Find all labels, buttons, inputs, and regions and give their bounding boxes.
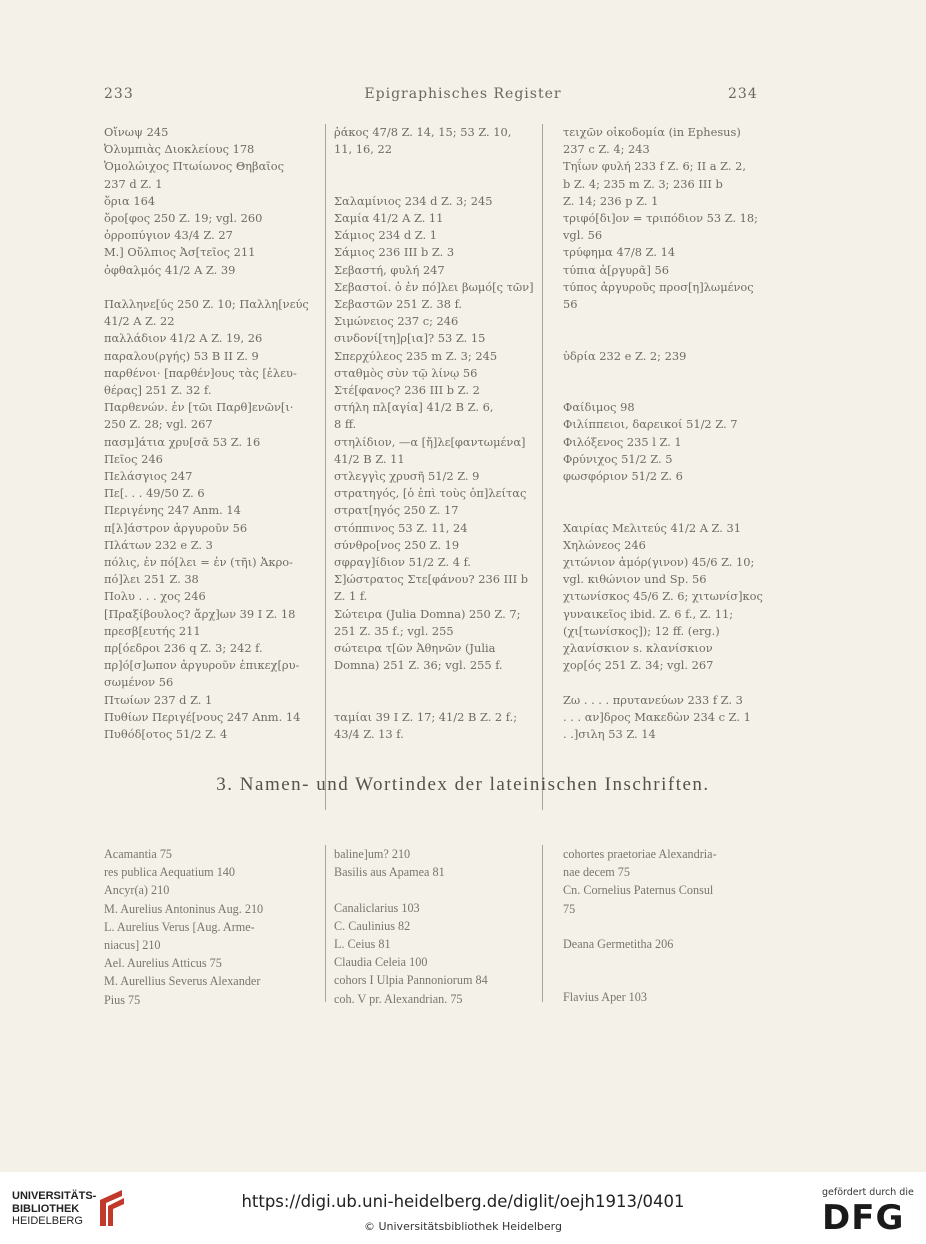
left-page-number: 233 — [104, 86, 134, 102]
index-entry: Ancyr(a) 210 — [104, 883, 170, 898]
library-name-line: UNIVERSITÄTS- — [12, 1190, 97, 1202]
index-entry: . .]σιλη 53 Z. 14 — [563, 727, 656, 741]
index-entry: τύπος ἀργυροῦς προσ[η]λωμένος — [563, 279, 754, 294]
index-entry: ῥάκος 47/8 Z. 14, 15; 53 Z. 10, — [334, 125, 512, 139]
sponsor-label: gefördert durch die — [822, 1187, 914, 1198]
index-entry: Φιλίππειοι, δαρεικοί 51/2 Z. 7 — [563, 417, 738, 432]
index-entry: 41/2 B Z. 11 — [334, 451, 405, 466]
index-entry: cohors I Ulpia Pannoniorum 84 — [334, 973, 488, 988]
latin-index-column-1 — [104, 845, 263, 1009]
index-entry: ταμίαι 39 I Z. 17; 41/2 B Z. 2 f.; — [334, 709, 518, 724]
index-entry: Pius 75 — [104, 992, 141, 1007]
blank-line — [563, 502, 763, 519]
index-entry: L. Aurelius Verus [Aug. Arme- — [104, 919, 255, 934]
index-entry: Σάμιος 236 III b Z. 3 — [334, 245, 455, 260]
index-entry: πόλις, ἐν πό[λει = ἐν (τῆι) Ἀκρο- — [104, 555, 293, 570]
index-entry: L. Ceius 81 — [334, 937, 391, 951]
index-entry: Πελάσγιος 247 — [104, 469, 193, 484]
running-title: Epigraphisches Register — [364, 86, 562, 102]
index-entry: ὅρια 164 — [104, 193, 156, 208]
blank-line — [334, 674, 534, 691]
index-entry: 75 — [563, 901, 576, 916]
index-entry: [Πραξίβουλος? ἄρχ]ων 39 I Z. 18 — [104, 606, 296, 621]
index-entry: b Z. 4; 235 m Z. 3; 236 III b — [563, 176, 723, 191]
index-entry: στόππινος 53 Z. 11, 24 — [334, 520, 468, 535]
latin-index-column-2 — [334, 845, 488, 1008]
blank-line — [563, 674, 763, 691]
index-entry: Ael. Aurelius Atticus 75 — [104, 956, 222, 971]
blank-line — [563, 970, 717, 987]
index-entry: Σώτειρα (Julia Domna) 250 Z. 7; — [334, 606, 521, 621]
index-entry: τειχῶν οἰκοδομία (in Ephesus) — [563, 125, 741, 139]
index-entry: τρύφημα 47/8 Z. 14 — [563, 245, 676, 260]
column-divider — [542, 124, 543, 810]
section-heading: 3. Namen- und Wortindex der lateinischen Inschriften. — [216, 774, 710, 795]
permalink-link[interactable]: https://digi.ub.uni-heidelberg.de/diglit/oejh1913/0401 — [241, 1192, 685, 1211]
index-entry: Φρύνιχος 51/2 Z. 5 — [563, 451, 673, 466]
index-entry: Domna) 251 Z. 36; vgl. 255 f. — [334, 658, 503, 673]
index-entry: σταθμὸς σὺν τῷ λίνῳ 56 — [334, 365, 478, 380]
index-entry: Cn. Cornelius Paternus Consul — [563, 883, 714, 898]
index-entry: Claudia Celeia 100 — [334, 955, 428, 970]
index-entry: Basilis aus Apamea 81 — [334, 865, 445, 880]
index-entry: Σπερχύλεος 235 m Z. 3; 245 — [334, 348, 498, 363]
index-entry: τύπια ἀ[ργυρᾶ] 56 — [563, 262, 670, 277]
index-entry: 237 c Z. 4; 243 — [563, 142, 650, 157]
blank-line — [563, 313, 763, 330]
index-entry: Πλάτων 232 e Z. 3 — [104, 537, 213, 552]
blank-line — [334, 881, 488, 898]
greek-index-column-2 — [334, 124, 534, 743]
index-entry: Στέ[φανος? 236 III b Z. 2 — [334, 383, 480, 398]
index-entry: niacus] 210 — [104, 938, 161, 953]
latin-index-column-3 — [563, 845, 717, 1006]
index-entry: παλλάδιον 41/2 A Z. 19, 26 — [104, 331, 263, 346]
index-entry: παραλου(ργής) 53 B II Z. 9 — [104, 348, 259, 363]
index-entry: στλεγγὶς χρυσῆ 51/2 Z. 9 — [334, 469, 480, 484]
index-entry: στήλη πλ[αγία] 41/2 B Z. 6, — [334, 400, 494, 415]
index-entry: θέρας] 251 Z. 32 f. — [104, 383, 212, 398]
index-entry: Σ]ώστρατος Στε[φάνου? 236 III b — [334, 572, 528, 587]
index-entry: χορ[ός 251 Z. 34; vgl. 267 — [563, 658, 714, 673]
index-entry: σύνθρο[νος 250 Z. 19 — [334, 537, 460, 552]
blank-line — [563, 918, 717, 935]
index-entry: 237 d Z. 1 — [104, 176, 163, 191]
index-entry: ὀφθαλμός 41/2 A Z. 39 — [104, 262, 236, 277]
index-entry: vgl. κιθώνιον und Sp. 56 — [563, 572, 707, 587]
index-entry: res publica Aequatium 140 — [104, 865, 235, 880]
index-entry: γυναικεῖος ibid. Z. 6 f., Z. 11; — [563, 606, 734, 621]
index-entry: Πολυ . . . χος 246 — [104, 589, 206, 604]
index-entry: M. Aurelius Antoninus Aug. 210 — [104, 901, 264, 916]
index-entry: Χηλώνεος 246 — [563, 537, 646, 552]
index-entry: Οἴνωψ 245 — [104, 125, 169, 139]
index-entry: στηλίδιον, —α [ἤ]λε[φαντωμένα] — [334, 434, 526, 449]
index-entry: τριφό[δι]ον = τριπόδιον 53 Z. 18; — [563, 211, 759, 226]
index-entry: Σεβαστή, φυλή 247 — [334, 262, 445, 277]
index-entry: ὀρροπύγιον 43/4 Z. 27 — [104, 228, 233, 243]
index-entry: Πυθίων Περιγέ[νους 247 Anm. 14 — [104, 709, 301, 724]
index-entry: Παρθενών. ἐν [τῶι Παρθ]ενῶν[ι· — [104, 400, 294, 415]
column-divider — [542, 845, 543, 1002]
index-entry: παρθένοι· [παρθέν]ους τὰς [ἐλευ- — [104, 365, 297, 380]
index-entry: coh. V pr. Alexandrian. 75 — [334, 991, 463, 1006]
right-page-number: 234 — [728, 86, 758, 102]
index-entry: Πτωίων 237 d Z. 1 — [104, 692, 213, 707]
index-entry: baline]um? 210 — [334, 847, 411, 861]
index-entry: Acamantia 75 — [104, 847, 173, 861]
index-entry: Σεβαστοί. ὁ ἐν πό]λει βωμό[ς τῶν] — [334, 279, 534, 294]
index-entry: Deana Germetitha 206 — [563, 937, 674, 951]
blank-line — [334, 692, 534, 709]
blank-line — [563, 485, 763, 502]
index-entry: Τηΐων φυλή 233 f Z. 6; II a Z. 2, — [563, 159, 747, 174]
index-entry: στρατ[ηγός 250 Z. 17 — [334, 503, 459, 518]
index-entry: 11, 16, 22 — [334, 142, 392, 157]
blank-line — [104, 279, 309, 296]
index-entry: Φαίδιμος 98 — [563, 400, 635, 415]
index-entry: Παλληνε[ύς 250 Z. 10; Παλλη[νεύς — [104, 297, 309, 312]
index-entry: Ὁμολώιχος Πτωίωνος Θηβαῖος — [104, 159, 284, 174]
index-entry: φωσφόριον 51/2 Z. 6 — [563, 469, 683, 483]
index-entry: Z. 14; 236 p Z. 1 — [563, 193, 659, 208]
index-entry: σωμένον 56 — [104, 675, 174, 690]
index-entry: M.] Οὔλπιος Ἀσ[τεῖος 211 — [104, 245, 256, 260]
index-entry: πρεσβ[ευτής 211 — [104, 623, 201, 638]
index-entry: Σιμώνειος 237 c; 246 — [334, 314, 459, 329]
blank-line — [563, 382, 763, 399]
index-entry: C. Caulinius 82 — [334, 918, 411, 933]
index-entry: Χαιρίας Μελιτεύς 41/2 A Z. 31 — [563, 520, 741, 535]
blank-line — [563, 953, 717, 970]
index-entry: 43/4 Z. 13 f. — [334, 727, 404, 742]
dfg-logo: DFG — [822, 1198, 905, 1238]
index-entry: πρ]ό[σ]ωπον ἀργυροῦν ἐπικεχ[ρυ- — [104, 658, 300, 673]
library-name-line: HEIDELBERG — [12, 1215, 83, 1227]
index-entry: . . . αν]δρος Μακεδὼν 234 c Z. 1 — [563, 709, 751, 724]
column-divider — [325, 124, 326, 810]
index-entry: Canaliclarius 103 — [334, 900, 420, 915]
index-entry: Ὀλυμπιὰς Διοκλείους 178 — [104, 142, 255, 157]
greek-index-column-1 — [104, 124, 309, 743]
index-entry: πρ[όεδροι 236 q Z. 3; 242 f. — [104, 641, 263, 656]
index-entry: σφραγ]ίδιον 51/2 Z. 4 f. — [334, 555, 472, 570]
index-entry: 41/2 A Z. 22 — [104, 314, 175, 329]
index-entry: σώτειρα τ[ῶν Ἀθηνῶν (Julia — [334, 641, 496, 656]
library-name-line: BIBLIOTHEK — [12, 1202, 80, 1215]
index-entry: Σαμία 41/2 A Z. 11 — [334, 210, 444, 225]
index-entry: Περιγένης 247 Anm. 14 — [104, 503, 241, 518]
index-entry: M. Aurellius Severus Alexander — [104, 974, 261, 989]
index-entry: cohortes praetoriae Alexandria- — [563, 847, 717, 861]
index-entry: Σαλαμίνιος 234 d Z. 3; 245 — [334, 193, 493, 208]
index-entry: πό]λει 251 Z. 38 — [104, 572, 199, 587]
index-entry: σινδονί[τη]ρ[ια]? 53 Z. 15 — [334, 331, 486, 346]
index-entry: Z. 1 f. — [334, 589, 368, 604]
index-entry: χιτωνίσκος 45/6 Z. 6; χιτωνίσ]κος — [563, 589, 763, 604]
index-entry: πασμ]άτια χρυ[σᾶ 53 Z. 16 — [104, 434, 261, 449]
index-entry: 8 ff. — [334, 417, 357, 432]
index-entry: 251 Z. 35 f.; vgl. 255 — [334, 623, 454, 638]
index-entry: Ζω . . . . πρυτανεύων 233 f Z. 3 — [563, 692, 743, 707]
index-entry: Σεβαστῶν 251 Z. 38 f. — [334, 297, 463, 311]
index-entry: ὑδρία 232 e Z. 2; 239 — [563, 348, 687, 363]
column-divider — [325, 845, 326, 1002]
index-entry: 56 — [563, 297, 578, 312]
index-entry: Πεῖος 246 — [104, 451, 163, 466]
index-entry: Πυθόδ[οτος 51/2 Z. 4 — [104, 727, 228, 742]
blank-line — [563, 330, 763, 347]
index-entry: 250 Z. 28; vgl. 267 — [104, 417, 213, 432]
index-entry: nae decem 75 — [563, 865, 630, 880]
index-entry: Flavius Aper 103 — [563, 989, 647, 1004]
blank-line — [334, 176, 534, 193]
index-entry: vgl. 56 — [563, 228, 603, 243]
greek-index-column-3 — [563, 124, 763, 743]
copyright-notice: © Universitätsbibliothek Heidelberg — [363, 1220, 562, 1233]
index-entry: στρατηγός, [ὁ ἐπὶ τοὺς ὁπ]λείτας — [334, 486, 527, 501]
index-entry: Σάμιος 234 d Z. 1 — [334, 228, 437, 243]
blank-line — [563, 365, 763, 382]
index-entry: Φιλόξενος 235 l Z. 1 — [563, 434, 682, 449]
index-entry: Πε[. . . 49/50 Z. 6 — [104, 486, 205, 501]
index-entry: ὅρο[φος 250 Z. 19; vgl. 260 — [104, 211, 263, 226]
index-entry: χλανίσκιον s. κλανίσκιον — [563, 641, 713, 655]
index-entry: π[λ]άστρον ἀργυροῦν 56 — [104, 520, 248, 535]
index-entry: (χι[τωνίσκος]); 12 ff. (erg.) — [563, 623, 720, 638]
blank-line — [334, 158, 534, 175]
index-entry: χιτώνιον ἀμόρ(γινον) 45/6 Z. 10; — [563, 554, 755, 569]
